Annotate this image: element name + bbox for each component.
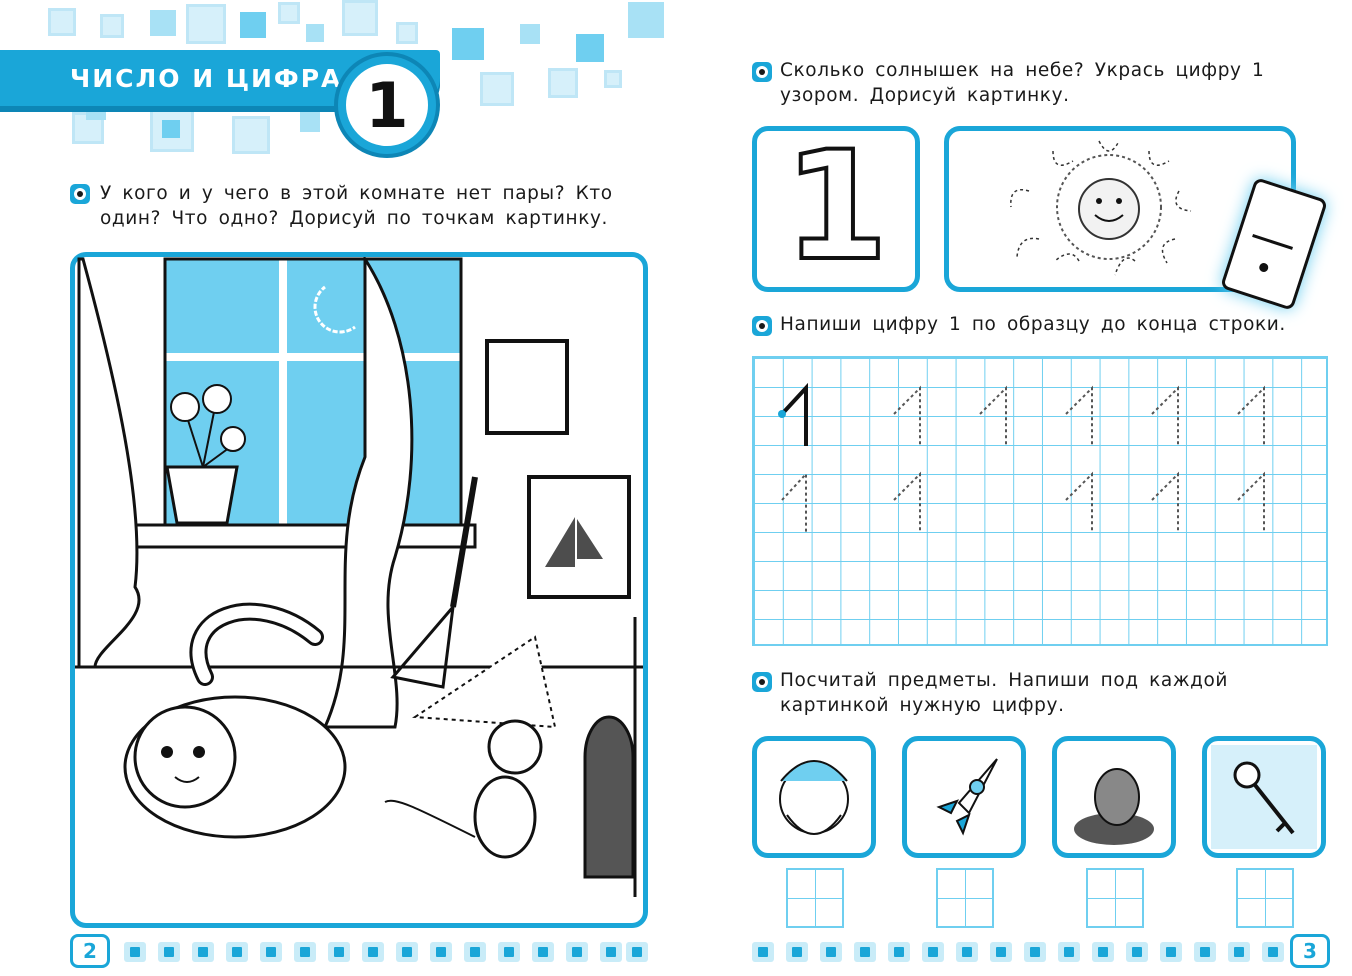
page-title: ЧИСЛО И ЦИФРА	[70, 64, 343, 93]
rocket-picture-card	[902, 736, 1026, 858]
right-task3-text: Посчитай предметы. Напиши под каждой картинкой нужную цифру.	[780, 670, 1229, 716]
answer-box-santa[interactable]	[786, 868, 844, 928]
task-bullet-icon	[70, 184, 90, 204]
santa-picture-card	[752, 736, 876, 858]
big-digit-frame	[752, 120, 920, 294]
key-picture-card	[1202, 736, 1326, 858]
key-icon	[1207, 741, 1321, 853]
right-task1-text: Сколько солнышек на небе? Укрась цифру 1 узором. Дорисуй картинку.	[780, 60, 1265, 106]
right-task2-text: Напиши цифру 1 по образцу до конца строки.	[780, 314, 1286, 335]
left-task-text: У кого и у чего в этой комнате нет пары? Кто один? Что одно? Дорисуй по точкам картинку.	[100, 183, 613, 229]
writing-grid[interactable]	[752, 356, 1328, 646]
task2-bullet-icon	[752, 316, 772, 336]
room-illustration	[75, 257, 643, 923]
answer-box-key[interactable]	[1236, 868, 1294, 928]
task1-bullet-icon	[752, 62, 772, 82]
big-digit-outline: 1	[783, 120, 889, 294]
page-number-left: 2	[70, 934, 110, 968]
answer-box-rocket[interactable]	[936, 868, 994, 928]
mole-icon	[1057, 741, 1171, 853]
answer-box-mole[interactable]	[1086, 868, 1144, 928]
task3-bullet-icon	[752, 672, 772, 692]
santa-icon	[757, 741, 871, 853]
mole-picture-card	[1052, 736, 1176, 858]
topic-number-badge: 1	[338, 56, 436, 154]
page-number-right: 3	[1290, 934, 1330, 968]
rocket-icon	[907, 741, 1021, 853]
room-picture-frame	[70, 252, 648, 928]
dotted-digit-guides	[754, 358, 1326, 644]
